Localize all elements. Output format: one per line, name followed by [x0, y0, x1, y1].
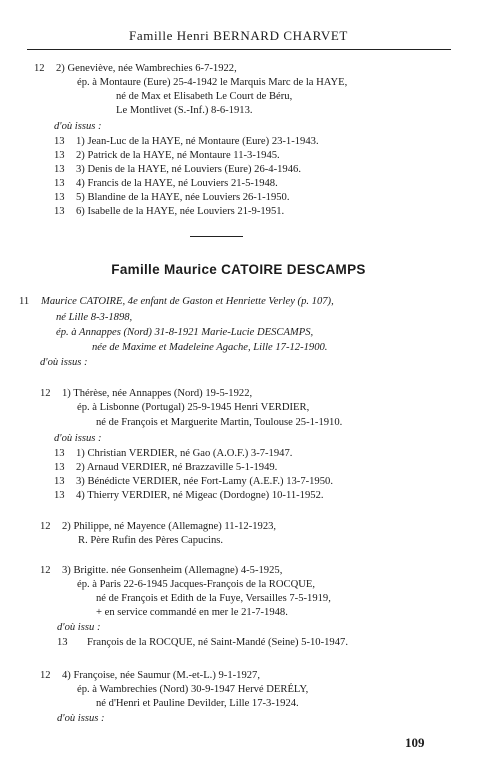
section-title: Famille Maurice CATOIRE DESCAMPS	[111, 262, 366, 277]
entry-text: 3) Brigitte. née Gonsenheim (Allemagne) 4-5-1925,	[62, 565, 283, 576]
child-line	[54, 150, 280, 162]
generation-number: 13	[54, 462, 65, 473]
generation-number: 11	[19, 296, 30, 307]
child-line	[54, 164, 301, 176]
religious-line: R. Père Rufin des Pères Capucins.	[78, 535, 224, 546]
child-text: François de la ROCQUE, né Saint-Mandé (Seine) 5-10-1947.	[87, 637, 348, 648]
birth-line: né Lille 8-3-1898,	[56, 312, 133, 323]
child-text: 1) Christian VERDIER, né Gao (A.O.F.) 3-7-1947.	[76, 448, 293, 459]
generation-number: 13	[54, 490, 65, 501]
generation-number: 13	[54, 164, 65, 175]
child-text: 4) Francis de la HAYE, né Louviers 21-5-1948.	[76, 178, 278, 189]
child-text: 6) Isabelle de la HAYE, née Louviers 21-9-1951.	[76, 206, 285, 217]
entry-francoise	[40, 670, 260, 682]
generation-number: 13	[54, 136, 65, 147]
entry-text: 4) Françoise, née Saumur (M.-et-L.) 9-1-1927,	[62, 670, 260, 681]
header-rule	[27, 49, 451, 50]
generation-number: 13	[57, 637, 68, 648]
issue-label: d'où issu :	[57, 622, 101, 633]
entry-text: Maurice CATOIRE, 4e enfant de Gaston et Henriette Verley (p. 107),	[41, 296, 334, 307]
entry-maurice	[19, 296, 334, 308]
entry-therese	[40, 388, 252, 400]
issue-label: d'où issus :	[57, 713, 105, 724]
child-text: 1) Jean-Luc de la HAYE, né Montaure (Eure) 23-1-1943.	[76, 136, 319, 147]
entry-text: 2) Geneviève, née Wambrechies 6-7-1922,	[56, 63, 237, 74]
generation-number: 13	[54, 192, 65, 203]
spouse-parents-line: né d'Henri et Pauline Devilder, Lille 17-3-1924.	[96, 698, 299, 709]
entry-genevieve	[34, 63, 237, 75]
child-line	[54, 192, 290, 204]
child-text: 3) Bénédicte VERDIER, née Fort-Lamy (A.E.F.) 13-7-1950.	[76, 476, 333, 487]
generation-number: 12	[40, 670, 51, 681]
child-text: 2) Patrick de la HAYE, né Montaure 11-3-1945.	[76, 150, 280, 161]
child-line	[54, 136, 319, 148]
issue-label: d'où issus :	[54, 433, 102, 444]
spouse-parents-line: né de François et Edith de la Fuye, Versailles 7-5-1919,	[96, 593, 331, 604]
spouse-line: ép. à Wambrechies (Nord) 30-9-1947 Hervé DERÉLY,	[77, 684, 309, 695]
issue-label: d'où issus :	[40, 357, 88, 368]
running-title: Famille Henri BERNARD CHARVET	[129, 28, 348, 43]
child-line	[54, 206, 284, 218]
generation-number: 13	[54, 178, 65, 189]
spouse-death-line: + en service commandé en mer le 21-7-1948.	[96, 607, 288, 618]
child-line	[54, 178, 278, 190]
generation-number: 13	[54, 448, 65, 459]
entry-brigitte	[40, 565, 282, 577]
generation-number: 13	[54, 476, 65, 487]
entry-text: 1) Thérèse, née Annappes (Nord) 19-5-1922,	[62, 388, 253, 399]
entry-philippe	[40, 521, 276, 533]
child-line	[57, 637, 348, 649]
issue-label: d'où issus :	[54, 121, 102, 132]
child-text: 4) Thierry VERDIER, né Migeac (Dordogne) 10-11-1952.	[76, 490, 324, 501]
spouse-line: ép. à Montaure (Eure) 25-4-1942 le Marquis Marc de la HAYE,	[77, 77, 348, 88]
entry-text: 2) Philippe, né Mayence (Allemagne) 11-12-1923,	[62, 521, 277, 532]
spouse-line: ép. à Lisbonne (Portugal) 25-9-1945 Henri VERDIER,	[77, 402, 310, 413]
child-line	[54, 476, 333, 488]
marriage-line: ép. à Annappes (Nord) 31-8-1921 Marie-Lucie DESCAMPS,	[56, 327, 314, 338]
generation-number: 12	[40, 521, 51, 532]
spouse-birth-line: née de Maxime et Madeleine Agache, Lille 17-12-1900.	[92, 342, 328, 353]
child-text: 3) Denis de la HAYE, né Louviers (Eure) 26-4-1946.	[76, 164, 301, 175]
child-text: 5) Blandine de la HAYE, née Louviers 26-1-1950.	[76, 192, 290, 203]
generation-number: 12	[40, 565, 51, 576]
generation-number: 12	[40, 388, 51, 399]
spouse-parents-line: né de Max et Elisabeth Le Court de Béru,	[116, 91, 293, 102]
section-separator	[190, 236, 243, 237]
spouse-birth-line: Le Montlivet (S.-Inf.) 8-6-1913.	[116, 105, 253, 116]
child-line	[54, 462, 277, 474]
child-line	[54, 490, 324, 502]
generation-number: 13	[54, 206, 65, 217]
child-text: 2) Arnaud VERDIER, né Brazzaville 5-1-1949.	[76, 462, 278, 473]
spouse-line: ép. à Paris 22-6-1945 Jacques-François de la ROCQUE,	[77, 579, 316, 590]
page-number: 109	[405, 735, 425, 750]
child-line	[54, 448, 292, 460]
spouse-parents-line: né de François et Marguerite Martin, Toulouse 25-1-1910.	[96, 417, 343, 428]
generation-number: 12	[34, 63, 45, 74]
generation-number: 13	[54, 150, 65, 161]
